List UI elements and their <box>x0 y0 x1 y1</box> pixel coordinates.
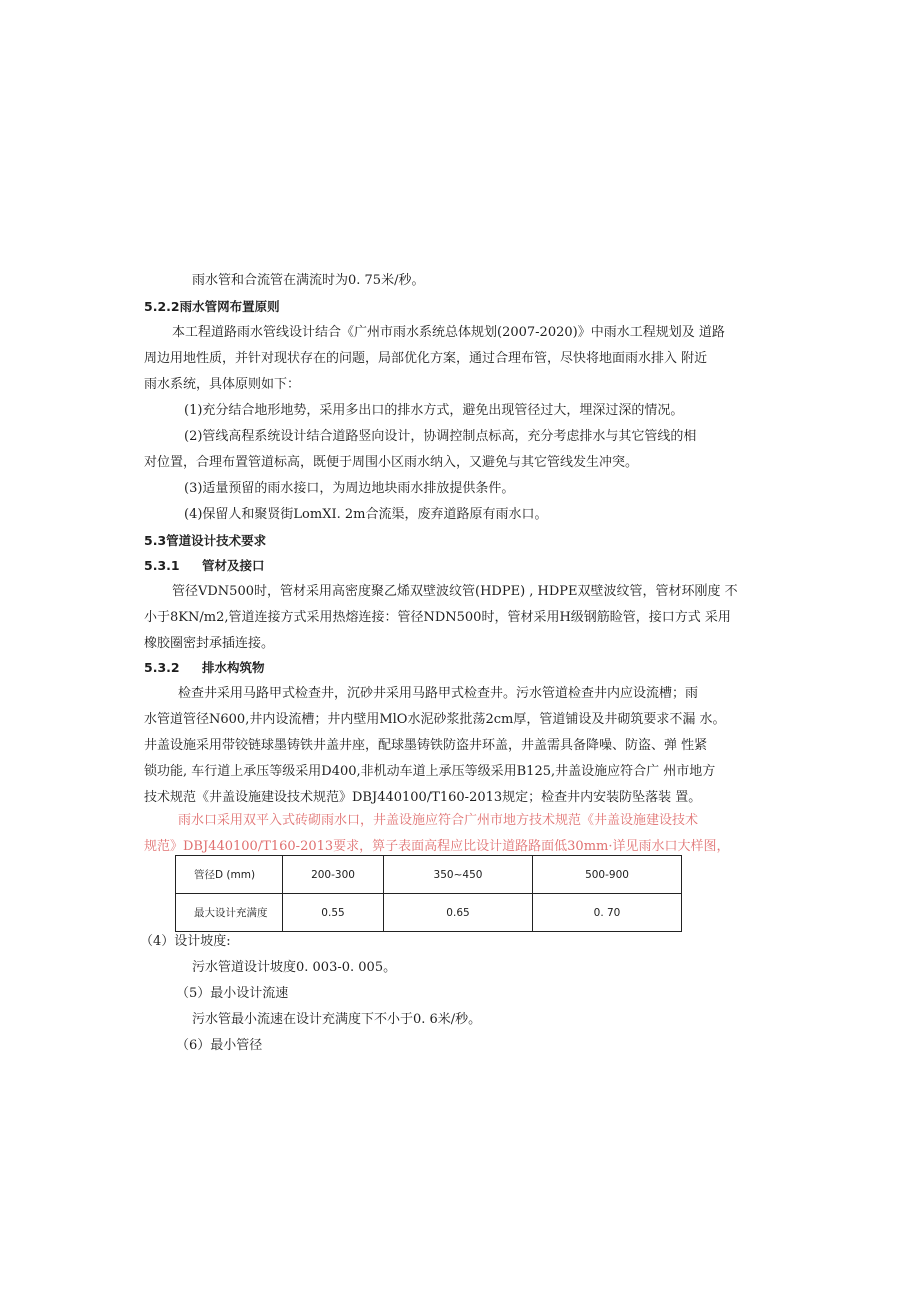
table-row <box>176 856 682 894</box>
para-inlet-line2: 规范》DBJ440100/T160-2013要求，箅子表面高程应比设计道路路面低30mm·详见雨水口大样图， <box>144 839 730 854</box>
para-pipe-line3: 橡胶圈密封承插连接。 <box>144 636 275 651</box>
list-item-1: (1)充分结合地形地势，采用多出口的排水方式，避免出现管径过大，埋深过深的情况。 <box>184 403 684 418</box>
heading-5-3-2-title: 排水构筑物 <box>201 660 265 675</box>
heading-5-3-2 <box>144 660 264 676</box>
list-item-2-line1: (2)管线高程系统设计结合道路竖向设计，协调控制点标高，充分考虑排水与其它管线的相 <box>184 429 697 444</box>
list-item-4: (4)保留人和聚贤街LomXI. 2m合流渠，废弃道路原有雨水口。 <box>184 507 548 522</box>
list-item-2-line2: 对位置，合理布置管道标高，既便于周围小区雨水纳入，又避免与其它管线发生冲突。 <box>144 455 639 470</box>
heading-5-2-2: 5.2.2雨水管网布置原则 <box>144 299 280 314</box>
para-pipe-line2: 小于8KN/m2,管道连接方式采用热熔连接：管径NDN500时，管材采用H级钢筋睑管，接口方式 采用 <box>144 610 731 625</box>
para-wells-line5: 技术规范《井盖设施建设技术规范》DBJ440100/T160-2013规定；检查井内安装防坠落装 置。 <box>144 790 702 805</box>
heading-5-3-1-number: 5.3.1 <box>144 558 180 573</box>
heading-5-3: 5.3管道设计技术要求 <box>144 533 267 548</box>
text-min-velocity: （5）最小设计流速 <box>176 986 289 1001</box>
fill-ratio-table <box>175 855 682 932</box>
table-cell: 200-300 <box>283 856 384 894</box>
table-cell: 0.65 <box>384 894 533 932</box>
para-layout-line3: 雨水系统，具体原则如下： <box>144 377 301 392</box>
para-pipe-line1: 管径VDN500时，管材采用高密度聚乙烯双壁波纹管(HDPE) , HDPE双壁波纹管，管材环刚度 不 <box>172 584 738 599</box>
list-item-3: (3)适量预留的雨水接口，为周边地块雨水排放提供条件。 <box>184 481 515 496</box>
heading-5-3-1 <box>144 558 264 574</box>
table-cell: 最大设计充满度 <box>176 894 283 932</box>
para-wells-line4: 锁功能, 车行道上承压等级采用D400,非机动车道上承压等级采用B125,井盖设施应符合广 州市地方 <box>144 764 716 779</box>
text-min-diameter: （6）最小管径 <box>176 1038 263 1053</box>
table-cell: 0.55 <box>283 894 384 932</box>
text-velocity: 雨水管和合流管在满流时为0. 75米/秒。 <box>192 273 425 288</box>
para-wells-line2: 水管道管径N600,井内设流槽；井内壁用MlO水泥砂浆批荡2cm厚，管道铺设及井砌筑要求不漏 水。 <box>144 712 726 727</box>
table-cell: 500-900 <box>533 856 682 894</box>
table-cell: 管径D (mm) <box>176 856 283 894</box>
text-min-velocity-value: 污水管最小流速在设计充满度下不小于0. 6米/秒。 <box>192 1012 482 1027</box>
para-wells-line1: 检查井采用马路甲式检查井，沉砂井采用马路甲式检查井。污水管道检查井内应设流槽；雨 <box>178 686 699 701</box>
table-row <box>176 894 682 932</box>
para-wells-line3: 井盖设施采用带铰链球墨铸铁井盖井座，配球墨铸铁防盗井环盖，井盖需具备降噪、防盗、弹 性紧 <box>144 738 708 753</box>
table-cell: 350~450 <box>384 856 533 894</box>
heading-5-3-2-number: 5.3.2 <box>144 660 180 675</box>
text-slope-value: 污水管道设计坡度0. 003-0. 005。 <box>192 960 397 975</box>
para-layout-line1: 本工程道路雨水管线设计结合《广州市雨水系统总体规划(2007-2020)》中雨水工程规划及 道路 <box>172 325 725 340</box>
para-inlet-line1: 雨水口采用双平入式砖砌雨水口，井盖设施应符合广州市地方技术规范《井盖设施建设技术 <box>178 813 699 828</box>
para-layout-line2: 周边用地性质，并针对现状存在的问题，局部优化方案，通过合理布管，尽快将地面雨水排入 附近 <box>144 351 708 366</box>
table-cell: 0. 70 <box>533 894 682 932</box>
heading-5-3-1-title: 管材及接口 <box>201 558 265 573</box>
text-design-slope: （4）设计坡度: <box>140 934 231 949</box>
